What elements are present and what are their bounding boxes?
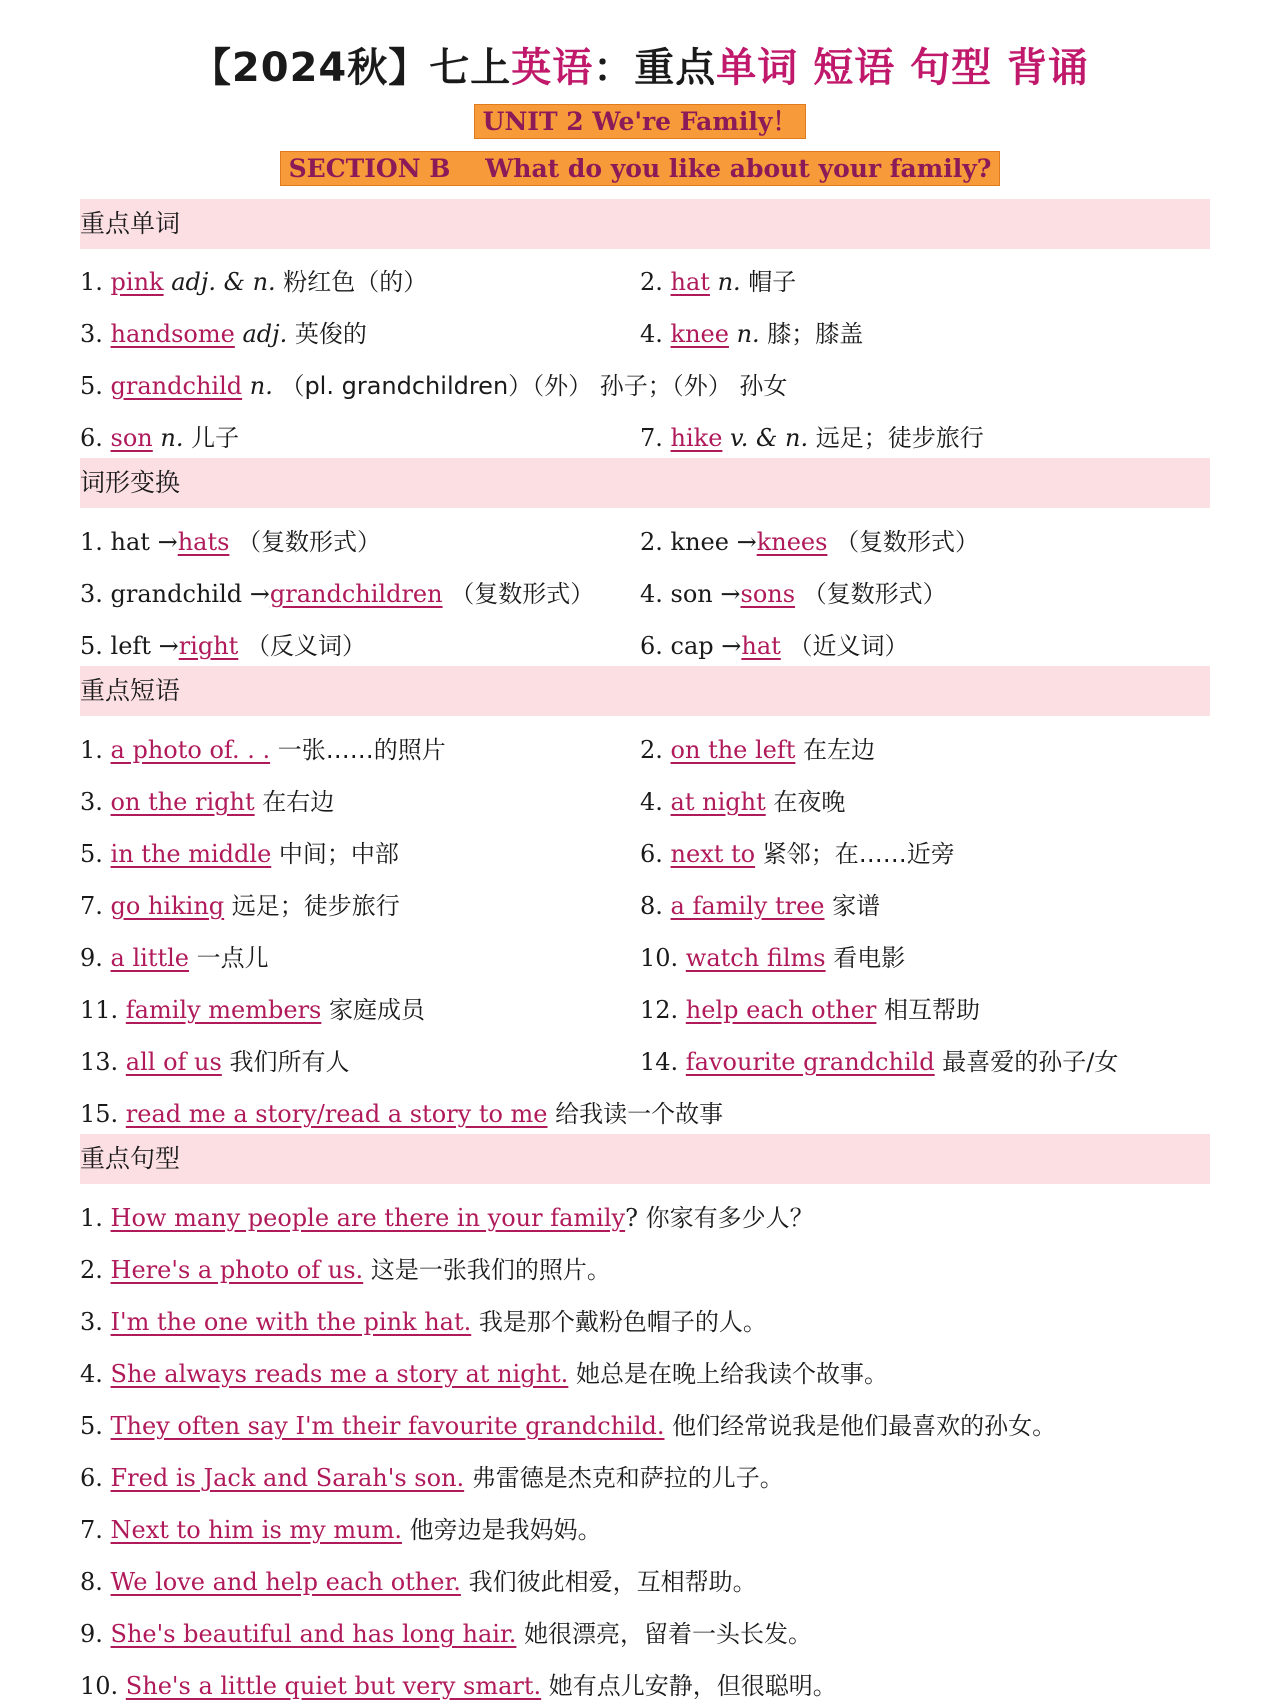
key-word: pink [110, 268, 164, 296]
chinese-meaning: （复数形式） [835, 528, 980, 556]
text-segment: 10. [640, 944, 686, 972]
sentence-item [80, 1250, 611, 1285]
text-segment: 4. [640, 320, 671, 348]
chinese-meaning: 一点儿 [196, 944, 269, 972]
key-sentence: Next to him is my mum. [110, 1516, 402, 1544]
text-segment: grandchild → [110, 580, 270, 608]
text-segment: v. & n. [722, 424, 816, 452]
phrase-item [640, 886, 880, 921]
section-header-words: 重点单词 [80, 199, 1210, 249]
key-phrase: a family tree [670, 892, 825, 920]
section-header-forms: 词形变换 [80, 458, 1210, 508]
form-item [80, 626, 366, 661]
title-part-3: ：重点 [593, 45, 717, 91]
text-segment: 14. [640, 1048, 686, 1076]
sentence-item [80, 1198, 814, 1233]
chinese-meaning: （反义词） [245, 632, 366, 660]
form-item [80, 574, 594, 609]
title-part-4: 单词 短语 句型 背诵 [716, 45, 1090, 91]
key-phrase: in the middle [110, 840, 272, 868]
chinese-meaning: 在右边 [262, 788, 335, 816]
text-segment: adj. [234, 320, 295, 348]
word-item [80, 314, 367, 349]
chinese-meaning: 我是那个戴粉色帽子的人。 [478, 1308, 767, 1336]
text-segment: 4. [80, 1360, 111, 1388]
chinese-meaning: 帽子 [748, 268, 797, 296]
text-segment: 10. [80, 1672, 126, 1700]
text-segment: 2. [640, 528, 671, 556]
key-word: hat [670, 268, 710, 296]
text-segment: 5. [80, 372, 111, 400]
key-word: knee [670, 320, 729, 348]
key-phrase: go hiking [110, 892, 225, 920]
key-phrase: favourite grandchild [685, 1048, 935, 1076]
text-segment: n. [242, 372, 281, 400]
phrase-item [80, 782, 334, 817]
text-segment: 7. [80, 892, 111, 920]
section-header-phrases: 重点短语 [80, 666, 1210, 716]
text-segment: 9. [80, 1620, 111, 1648]
text-segment: 4. [640, 580, 671, 608]
text-segment: 8. [80, 1568, 111, 1596]
chinese-meaning: 她总是在晚上给我读个故事。 [575, 1360, 888, 1388]
chinese-meaning: （近义词） [788, 632, 909, 660]
key-sentence: I'm the one with the pink hat. [110, 1308, 472, 1336]
chinese-meaning: 她很漂亮，留着一头长发。 [524, 1620, 813, 1648]
sentence-item [80, 1562, 757, 1597]
text-segment: 3. [80, 788, 111, 816]
chinese-meaning: 一张……的照片 [277, 736, 446, 764]
chinese-meaning: 在夜晚 [773, 788, 846, 816]
chinese-meaning: （复数形式） [237, 528, 382, 556]
text-segment: 4. [640, 788, 671, 816]
form-item [80, 522, 381, 557]
chinese-meaning: 她有点儿安静，但很聪明。 [548, 1672, 837, 1700]
chinese-meaning: 远足；徒步旅行 [815, 424, 984, 452]
text-segment: 2. [80, 1256, 111, 1284]
text-segment: adj. & n. [163, 268, 284, 296]
chinese-meaning: 家谱 [832, 892, 881, 920]
chinese-meaning: （复数形式） [802, 580, 947, 608]
sentence-item [80, 1614, 812, 1649]
key-phrase: next to [670, 840, 756, 868]
phrase-item [80, 730, 446, 765]
phrase-item [80, 938, 269, 973]
text-segment: 11. [80, 996, 126, 1024]
phrase-item [80, 1094, 723, 1129]
key-word: grandchild [110, 372, 243, 400]
key-word: hike [670, 424, 723, 452]
phrase-item [640, 990, 980, 1025]
phrase-item [80, 886, 400, 921]
text-segment: 3. [80, 1308, 111, 1336]
chinese-meaning: 我们彼此相爱，互相帮助。 [468, 1568, 757, 1596]
text-segment: 2. [640, 268, 671, 296]
chinese-meaning: 家庭成员 [329, 996, 425, 1024]
chinese-meaning: 儿子 [191, 424, 240, 452]
key-word: handsome [110, 320, 235, 348]
chinese-meaning: 膝；膝盖 [767, 320, 864, 348]
chinese-meaning: 在左边 [803, 736, 876, 764]
text-segment: 1. [80, 528, 111, 556]
page-title [0, 36, 1280, 93]
chinese-meaning: 他们经常说我是他们最喜欢的孙女。 [672, 1412, 1057, 1440]
section-banner [0, 154, 1280, 183]
chinese-meaning: （pl. grandchildren）（外） 孙子；（外） 孙女 [280, 372, 788, 400]
text-segment: left → [110, 632, 179, 660]
section-header-sentences: 重点句型 [80, 1134, 1210, 1184]
sentence-item [80, 1666, 837, 1701]
key-sentence: She's beautiful and has long hair. [110, 1620, 517, 1648]
phrase-item [80, 1042, 349, 1077]
text-segment: 3. [80, 320, 111, 348]
key-phrase: a photo of. . . [110, 736, 271, 764]
text-segment: 1. [80, 268, 111, 296]
form-item [640, 574, 947, 609]
sentence-item [80, 1354, 888, 1389]
text-segment: 6. [640, 840, 671, 868]
key-phrase: at night [670, 788, 766, 816]
sentence-item [80, 1406, 1056, 1441]
section-label: SECTION B What do you like about your family? [280, 151, 1001, 186]
phrase-item [640, 938, 905, 973]
chinese-meaning: （复数形式） [450, 580, 595, 608]
text-segment: knee → [670, 528, 757, 556]
chinese-meaning: 最喜爱的孙子/女 [942, 1048, 1119, 1076]
chinese-meaning: 给我读一个故事 [555, 1100, 724, 1128]
chinese-meaning: 粉红色（的） [283, 268, 428, 296]
key-word: son [110, 424, 153, 452]
text-segment: 1. [80, 1204, 111, 1232]
key-sentence: She's a little quiet but very smart. [125, 1672, 542, 1700]
text-segment: 5. [80, 840, 111, 868]
key-phrase: help each other [685, 996, 877, 1024]
text-segment: 1. [80, 736, 111, 764]
word-item [80, 418, 239, 453]
text-segment: 8. [640, 892, 671, 920]
key-phrase: all of us [125, 1048, 222, 1076]
chinese-meaning: 弗雷德是杰克和萨拉的儿子。 [471, 1464, 784, 1492]
text-segment: n. [152, 424, 192, 452]
key-word: sons [740, 580, 796, 608]
text-segment: 5. [80, 632, 111, 660]
chinese-meaning: 远足；徒步旅行 [231, 892, 400, 920]
key-sentence: We love and help each other. [110, 1568, 461, 1596]
form-item [640, 522, 979, 557]
chinese-meaning: 他旁边是我妈妈。 [409, 1516, 602, 1544]
chinese-meaning: 相互帮助 [884, 996, 981, 1024]
key-phrase: a little [110, 944, 189, 972]
phrase-item [640, 1042, 1118, 1077]
title-part-1: 【2024秋】七上 [190, 45, 512, 91]
chinese-meaning: 这是一张我们的照片。 [370, 1256, 611, 1284]
chinese-meaning: 你家有多少人？ [645, 1204, 814, 1232]
sentence-item [80, 1302, 767, 1337]
key-word: knees [756, 528, 828, 556]
text-segment: 7. [640, 424, 671, 452]
unit-banner [0, 102, 1280, 138]
key-sentence: She always reads me a story at night. [110, 1360, 569, 1388]
key-phrase: read me a story/read a story to me [125, 1100, 548, 1128]
key-word: grandchildren [269, 580, 443, 608]
key-phrase: family members [125, 996, 322, 1024]
chinese-meaning: 看电影 [833, 944, 906, 972]
phrase-item [640, 834, 955, 869]
phrase-item [640, 782, 845, 817]
sentence-item [80, 1510, 602, 1545]
key-phrase: on the right [110, 788, 255, 816]
text-segment: n. [728, 320, 768, 348]
chinese-meaning: 中间；中部 [278, 840, 399, 868]
text-segment: son → [670, 580, 741, 608]
text-segment: 3. [80, 580, 111, 608]
text-segment: 7. [80, 1516, 111, 1544]
text-segment: 6. [80, 424, 111, 452]
text-segment: 6. [640, 632, 671, 660]
text-segment: n. [709, 268, 749, 296]
phrase-item [80, 834, 399, 869]
word-item [80, 366, 787, 401]
word-item [80, 262, 427, 297]
key-sentence: Fred is Jack and Sarah's son. [110, 1464, 465, 1492]
sentence-item [80, 1458, 784, 1493]
key-phrase: watch films [685, 944, 826, 972]
word-item [640, 418, 984, 453]
key-sentence: They often say I'm their favourite grandchild. [110, 1412, 665, 1440]
chinese-meaning: 英俊的 [294, 320, 367, 348]
text-segment: 5. [80, 1412, 111, 1440]
form-item [640, 626, 908, 661]
text-segment: 12. [640, 996, 686, 1024]
word-item [640, 314, 863, 349]
text-segment: 2. [640, 736, 671, 764]
key-sentence: How many people are there in your family [110, 1204, 626, 1232]
chinese-meaning: 紧邻；在……近旁 [762, 840, 955, 868]
key-word: hat [741, 632, 781, 660]
unit-label: UNIT 2 We're Family！ [474, 104, 807, 139]
key-word: right [178, 632, 239, 660]
chinese-meaning: 我们所有人 [229, 1048, 350, 1076]
word-item [640, 262, 796, 297]
phrase-item [640, 730, 875, 765]
text-segment: hat → [110, 528, 178, 556]
text-segment: cap → [670, 632, 742, 660]
key-word: hats [177, 528, 230, 556]
text-segment: ? [625, 1204, 638, 1232]
text-segment: 13. [80, 1048, 126, 1076]
text-segment: 9. [80, 944, 111, 972]
text-segment: 6. [80, 1464, 111, 1492]
text-segment: 15. [80, 1100, 126, 1128]
title-part-2: 英语 [511, 45, 594, 91]
phrase-item [80, 990, 425, 1025]
key-phrase: on the left [670, 736, 796, 764]
key-sentence: Here's a photo of us. [110, 1256, 364, 1284]
